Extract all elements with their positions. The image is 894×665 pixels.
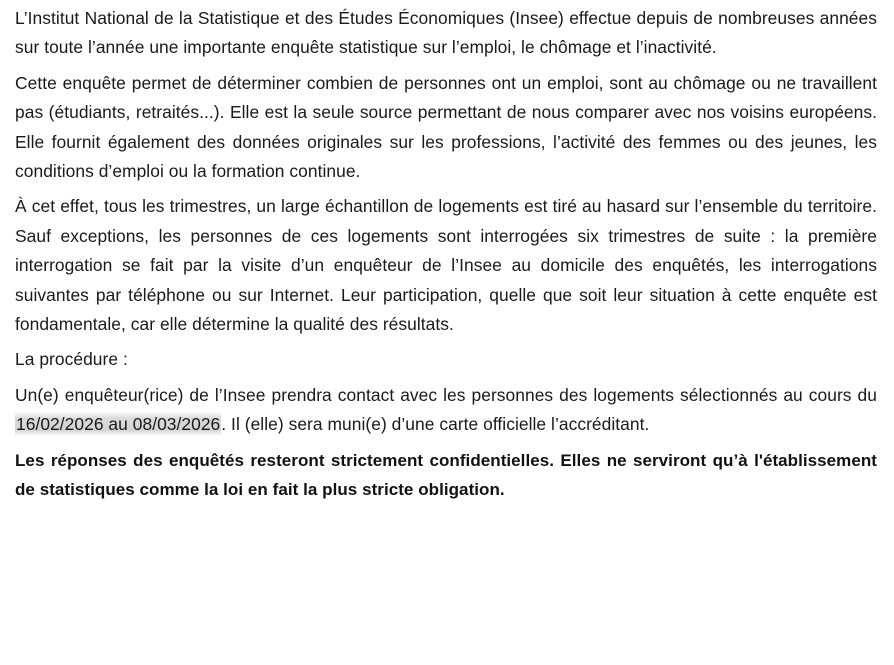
document-page <box>15 4 877 505</box>
confidentiality-notice: Les réponses des enquêtés resteront strictement confidentielles. Elles ne serviront qu’à l'établissement de statistiques comme la loi en fait la plus stricte obligation. <box>15 450 877 500</box>
survey-dates-highlight: 16/02/2026 au 08/03/2026 <box>16 414 221 435</box>
intro-paragraph: L’Institut National de la Statistique et des Études Économiques (Insee) effectue depuis de nombreuses années sur toute l’année une importante enquête statistique sur l’emploi, le chômage et l’inactivité. <box>15 8 877 58</box>
procedure-heading: La procédure : <box>15 349 128 370</box>
procedure-text-after: . Il (elle) sera muni(e) d’une carte officielle l’accréditant. <box>221 414 650 435</box>
procedure-paragraph <box>15 381 877 440</box>
procedure-text-before: Un(e) enquêteur(rice) de l’Insee prendra contact avec les personnes des logements sélectionnés au cours du <box>15 384 877 405</box>
method-paragraph: À cet effet, tous les trimestres, un large échantillon de logements est tiré au hasard sur l’ensemble du territoire. Sauf exceptions, les personnes de ces logements sont interrogées six trimestres de suite : la première interrogation se fait par la visite d’un enquêteur de l’Insee au domicile des enquêtés, les interrogations suivantes par téléphone ou sur Internet. Leur participation, quelle que soit leur situation à cette enquête est fondamentale, car elle détermine la qualité des résultats. <box>15 196 877 335</box>
purpose-paragraph: Cette enquête permet de déterminer combien de personnes ont un emploi, sont au chômage ou ne travaillent pas (étudiants, retraités...). Elle est la seule source permettant de nous comparer avec nos voisins européens. Elle fournit également des données originales sur les professions, l’activité des femmes ou des jeunes, les conditions d’emploi ou la formation continue. <box>15 72 877 182</box>
